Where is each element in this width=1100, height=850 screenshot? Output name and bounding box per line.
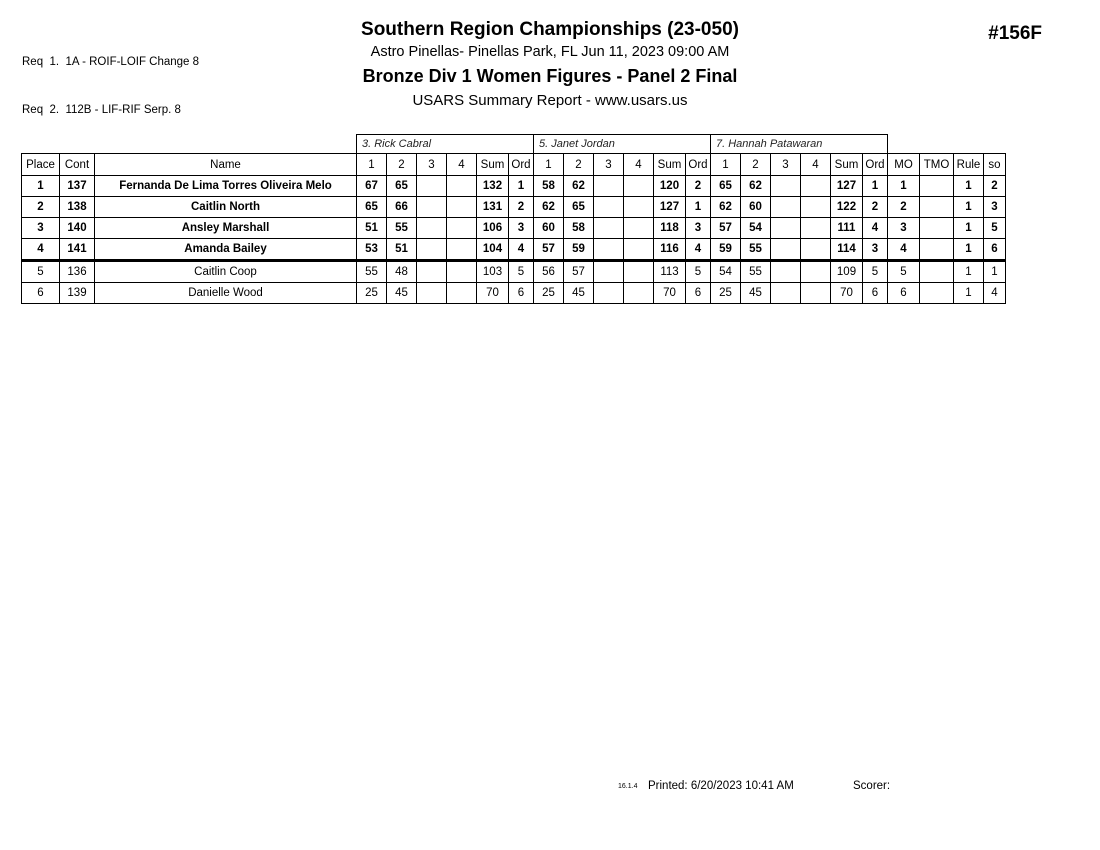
col-j1-s1: 1 [357,154,387,176]
cell-j1-s2: 66 [387,197,417,218]
cell-j3-s4 [801,261,831,283]
cell-j2-s1: 62 [534,197,564,218]
cell-j3-sum: 111 [831,218,863,239]
cell-j3-s1: 62 [711,197,741,218]
scorer-label: Scorer: [853,780,891,792]
col-cont: Cont [60,154,95,176]
col-j3-s2: 2 [741,154,771,176]
cell-cont: 137 [60,176,95,197]
cell-so: 6 [984,239,1006,261]
requirement-1: Req 1. 1A - ROIF-LOIF Change 8 [22,56,200,68]
cell-j3-s4 [801,176,831,197]
cell-j1-s1: 67 [357,176,387,197]
cell-tmo [920,218,954,239]
spacer-cell [920,135,954,154]
spacer-cell [95,135,357,154]
cell-name: Fernanda De Lima Torres Oliveira Melo [95,176,357,197]
cell-j2-s4 [624,176,654,197]
cell-j2-s2: 57 [564,261,594,283]
cell-tmo [920,239,954,261]
cell-j3-sum: 70 [831,283,863,304]
col-tmo: TMO [920,154,954,176]
cell-j3-s3 [771,176,801,197]
cell-place: 3 [22,218,60,239]
cell-cont: 138 [60,197,95,218]
cell-rule: 1 [954,283,984,304]
cell-j2-sum: 113 [654,261,686,283]
cell-cont: 141 [60,239,95,261]
cell-j3-s2: 62 [741,176,771,197]
cell-j3-ord: 4 [863,218,888,239]
cell-j1-s3 [417,197,447,218]
cell-j3-ord: 6 [863,283,888,304]
col-j2-s3: 3 [594,154,624,176]
cell-tmo [920,261,954,283]
cell-j2-s1: 60 [534,218,564,239]
cell-j1-s2: 65 [387,176,417,197]
cell-j1-s3 [417,261,447,283]
cell-j1-s1: 55 [357,261,387,283]
cell-j2-s4 [624,218,654,239]
cell-j3-sum: 127 [831,176,863,197]
cell-rule: 1 [954,261,984,283]
cell-rule: 1 [954,197,984,218]
cell-cont: 139 [60,283,95,304]
judges-header-row [22,135,1006,154]
cell-j3-s1: 54 [711,261,741,283]
cell-j3-s2: 54 [741,218,771,239]
cell-j3-s2: 45 [741,283,771,304]
cell-name: Danielle Wood [95,283,357,304]
cell-j3-s2: 55 [741,239,771,261]
cell-name: Caitlin North [95,197,357,218]
cell-j2-s1: 25 [534,283,564,304]
cell-j2-ord: 1 [686,197,711,218]
cell-j2-s1: 57 [534,239,564,261]
cell-j2-s4 [624,239,654,261]
cell-mo: 3 [888,218,920,239]
cell-cont: 140 [60,218,95,239]
col-j1-ord: Ord [509,154,534,176]
version-label: 16.1.4 [618,783,638,790]
cell-j1-sum: 70 [477,283,509,304]
cell-j3-ord: 5 [863,261,888,283]
printed-timestamp: Printed: 6/20/2023 10:41 AM [648,780,794,792]
cell-j3-s1: 25 [711,283,741,304]
spacer-cell [888,135,920,154]
competition-title: Southern Region Championships (23-050) [361,19,739,40]
cell-j1-s3 [417,283,447,304]
cell-j3-s2: 60 [741,197,771,218]
cell-j3-s2: 55 [741,261,771,283]
cell-so: 2 [984,176,1006,197]
cell-place: 4 [22,239,60,261]
cell-j2-ord: 5 [686,261,711,283]
cell-name: Ansley Marshall [95,218,357,239]
cell-name: Amanda Bailey [95,239,357,261]
cell-j2-sum: 118 [654,218,686,239]
cell-j1-ord: 2 [509,197,534,218]
col-j2-sum: Sum [654,154,686,176]
col-j1-sum: Sum [477,154,509,176]
table-row [22,283,1006,304]
cell-j3-ord: 1 [863,176,888,197]
cell-j1-s2: 45 [387,283,417,304]
venue-line: Astro Pinellas- Pinellas Park, FL Jun 11, 2023 09:00 AM [370,44,730,60]
cell-so: 4 [984,283,1006,304]
cell-j2-s3 [594,197,624,218]
cell-j3-s3 [771,239,801,261]
cell-so: 5 [984,218,1006,239]
cell-j1-s1: 25 [357,283,387,304]
cell-tmo [920,176,954,197]
cell-j1-s4 [447,261,477,283]
cell-j2-s2: 59 [564,239,594,261]
cell-rule: 1 [954,176,984,197]
cell-j1-ord: 4 [509,239,534,261]
col-j1-s3: 3 [417,154,447,176]
results-table-wrap [21,134,1006,304]
cell-j1-ord: 5 [509,261,534,283]
col-j3-ord: Ord [863,154,888,176]
cell-j1-s1: 53 [357,239,387,261]
cell-j2-s3 [594,218,624,239]
cell-mo: 6 [888,283,920,304]
cell-j2-s2: 62 [564,176,594,197]
cell-j2-ord: 6 [686,283,711,304]
judge-2-label: 5. Janet Jordan [534,135,711,154]
report-subtitle: USARS Summary Report - www.usars.us [412,92,688,109]
table-row [22,176,1006,197]
cell-j1-s4 [447,239,477,261]
cell-j2-sum: 120 [654,176,686,197]
cell-j1-s4 [447,197,477,218]
cell-j1-s4 [447,283,477,304]
cell-place: 1 [22,176,60,197]
cell-j1-s3 [417,218,447,239]
cell-j1-sum: 104 [477,239,509,261]
cell-j2-sum: 116 [654,239,686,261]
cell-j3-s3 [771,218,801,239]
col-mo: MO [888,154,920,176]
cell-j3-sum: 114 [831,239,863,261]
cell-j3-s4 [801,283,831,304]
cell-j3-s1: 59 [711,239,741,261]
cell-j3-sum: 122 [831,197,863,218]
spacer-cell [22,135,60,154]
cell-j2-s3 [594,176,624,197]
cell-j2-s1: 58 [534,176,564,197]
cell-j1-sum: 106 [477,218,509,239]
cell-j3-s4 [801,218,831,239]
cell-j1-s1: 65 [357,197,387,218]
cell-place: 6 [22,283,60,304]
col-j2-ord: Ord [686,154,711,176]
title-block [0,18,1100,112]
col-j1-s4: 4 [447,154,477,176]
cell-j3-s3 [771,283,801,304]
judge-3-label: 7. Hannah Patawaran [711,135,888,154]
cell-j3-s4 [801,239,831,261]
cell-j1-ord: 6 [509,283,534,304]
col-j2-s4: 4 [624,154,654,176]
cell-cont: 136 [60,261,95,283]
cell-mo: 2 [888,197,920,218]
cell-j2-ord: 2 [686,176,711,197]
cell-place: 2 [22,197,60,218]
cell-j1-s2: 51 [387,239,417,261]
cell-j2-s1: 56 [534,261,564,283]
spacer-cell [60,135,95,154]
table-row [22,261,1006,283]
cell-j3-s1: 65 [711,176,741,197]
cell-j1-s4 [447,176,477,197]
spacer-cell [954,135,984,154]
cell-j2-sum: 70 [654,283,686,304]
col-j1-s2: 2 [387,154,417,176]
cell-j1-s3 [417,176,447,197]
cell-mo: 4 [888,239,920,261]
spacer-cell [984,135,1006,154]
col-so: so [984,154,1006,176]
cell-j2-sum: 127 [654,197,686,218]
cell-j3-sum: 109 [831,261,863,283]
cell-j2-s2: 65 [564,197,594,218]
event-code: #156F [988,23,1042,44]
cell-j2-s3 [594,239,624,261]
cell-j1-s2: 55 [387,218,417,239]
col-j3-s4: 4 [801,154,831,176]
col-j3-s3: 3 [771,154,801,176]
col-j2-s1: 1 [534,154,564,176]
table-row [22,218,1006,239]
cell-j2-s3 [594,283,624,304]
cell-j1-s3 [417,239,447,261]
cell-j2-ord: 3 [686,218,711,239]
cell-place: 5 [22,261,60,283]
cell-j1-sum: 132 [477,176,509,197]
cell-j1-s1: 51 [357,218,387,239]
cell-so: 3 [984,197,1006,218]
cell-j2-s4 [624,283,654,304]
col-j3-s1: 1 [711,154,741,176]
cell-so: 1 [984,261,1006,283]
cell-j2-s4 [624,261,654,283]
col-j3-sum: Sum [831,154,863,176]
cell-j2-s2: 58 [564,218,594,239]
requirement-2: Req 2. 112B - LIF-RIF Serp. 8 [22,104,181,116]
cell-j3-s3 [771,261,801,283]
cell-j1-ord: 1 [509,176,534,197]
cell-rule: 1 [954,239,984,261]
col-place: Place [22,154,60,176]
cell-j2-s2: 45 [564,283,594,304]
cell-j1-s2: 48 [387,261,417,283]
cell-rule: 1 [954,218,984,239]
judge-1-label: 3. Rick Cabral [357,135,534,154]
results-table [21,134,1006,304]
cell-mo: 5 [888,261,920,283]
cell-j2-ord: 4 [686,239,711,261]
cell-mo: 1 [888,176,920,197]
cell-j1-s4 [447,218,477,239]
table-row [22,239,1006,261]
cell-j3-s1: 57 [711,218,741,239]
cell-j2-s3 [594,261,624,283]
cell-tmo [920,197,954,218]
col-rule: Rule [954,154,984,176]
column-header-row [22,154,1006,176]
cell-j3-ord: 3 [863,239,888,261]
cell-j1-ord: 3 [509,218,534,239]
event-title: Bronze Div 1 Women Figures - Panel 2 Final [362,66,738,86]
cell-j3-ord: 2 [863,197,888,218]
table-row [22,197,1006,218]
cell-tmo [920,283,954,304]
cell-j3-s4 [801,197,831,218]
cell-j3-s3 [771,197,801,218]
cell-j2-s4 [624,197,654,218]
cell-j1-sum: 131 [477,197,509,218]
cell-j1-sum: 103 [477,261,509,283]
cell-name: Caitlin Coop [95,261,357,283]
col-j2-s2: 2 [564,154,594,176]
col-name: Name [95,154,357,176]
